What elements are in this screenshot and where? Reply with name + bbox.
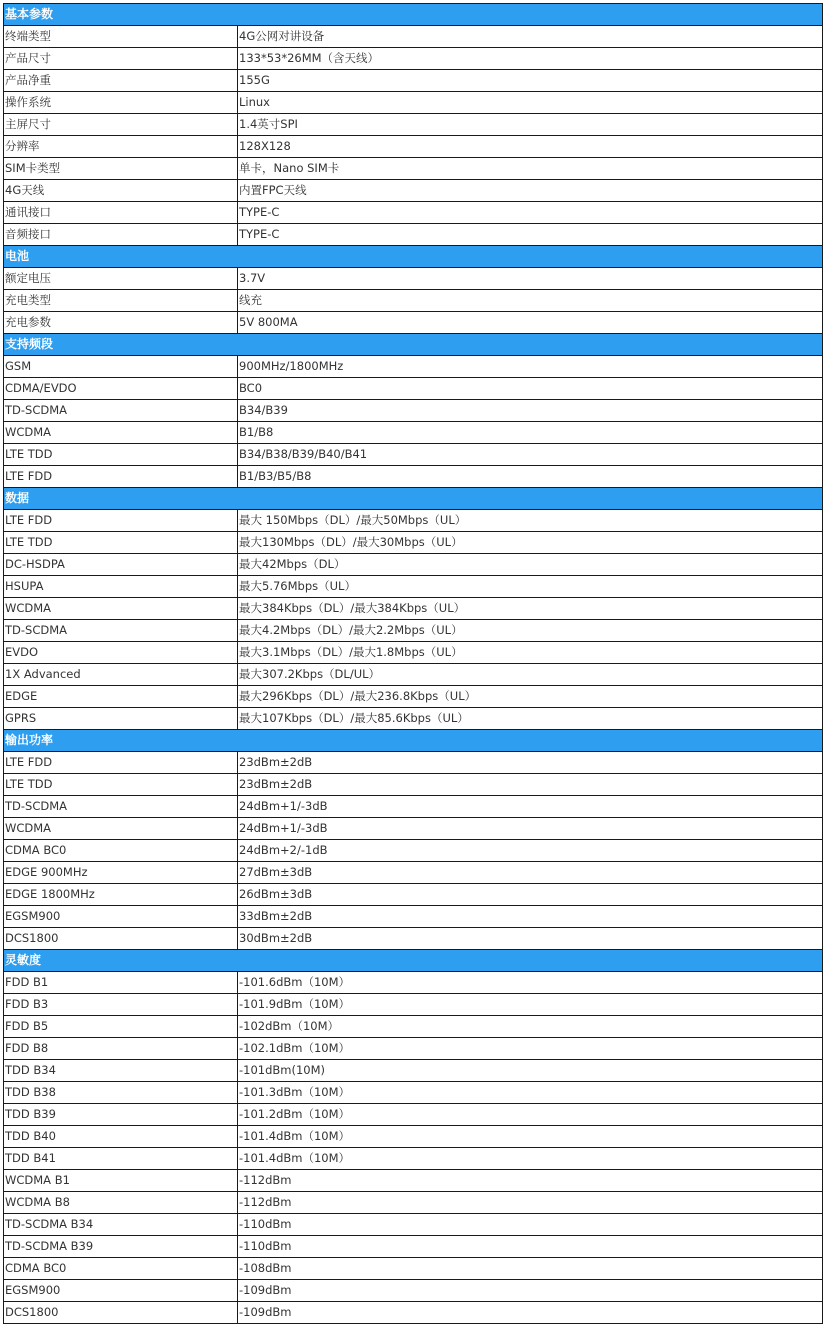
spec-value: 最大130Mbps（DL）/最大30Mbps（UL） (238, 532, 823, 554)
spec-value: -101.4dBm（10M） (238, 1148, 823, 1170)
spec-row (4, 1060, 823, 1082)
spec-label: TDD B41 (4, 1148, 238, 1170)
spec-value: 最大3.1Mbps（DL）/最大1.8Mbps（UL） (238, 642, 823, 664)
spec-label: LTE FDD (4, 752, 238, 774)
spec-label: TD-SCDMA (4, 620, 238, 642)
spec-value: 27dBm±3dB (238, 862, 823, 884)
spec-label: 音频接口 (4, 224, 238, 246)
spec-label: 产品净重 (4, 70, 238, 92)
spec-label: DC-HSDPA (4, 554, 238, 576)
spec-row (4, 400, 823, 422)
spec-row (4, 1170, 823, 1192)
spec-label: TD-SCDMA (4, 796, 238, 818)
spec-label: EDGE 1800MHz (4, 884, 238, 906)
spec-value: 900MHz/1800MHz (238, 356, 823, 378)
spec-row (4, 92, 823, 114)
spec-row (4, 378, 823, 400)
section-title: 电池 (4, 246, 823, 268)
spec-value: B34/B39 (238, 400, 823, 422)
spec-value: -101.4dBm（10M） (238, 1126, 823, 1148)
spec-label: 产品尺寸 (4, 48, 238, 70)
spec-row (4, 818, 823, 840)
spec-row (4, 994, 823, 1016)
spec-label: FDD B5 (4, 1016, 238, 1038)
spec-value: B1/B3/B5/B8 (238, 466, 823, 488)
spec-row (4, 1192, 823, 1214)
spec-value: 线充 (238, 290, 823, 312)
spec-row (4, 180, 823, 202)
spec-label: LTE TDD (4, 532, 238, 554)
spec-value: 5V 800MA (238, 312, 823, 334)
spec-row (4, 752, 823, 774)
spec-label: CDMA BC0 (4, 1258, 238, 1280)
spec-row (4, 1104, 823, 1126)
spec-row (4, 26, 823, 48)
spec-row (4, 1016, 823, 1038)
spec-row (4, 862, 823, 884)
spec-label: CDMA/EVDO (4, 378, 238, 400)
spec-label: TDD B39 (4, 1104, 238, 1126)
section-header-row (4, 950, 823, 972)
spec-row (4, 1302, 823, 1324)
spec-row (4, 906, 823, 928)
spec-value: -102.1dBm（10M） (238, 1038, 823, 1060)
spec-value: 23dBm±2dB (238, 774, 823, 796)
spec-row (4, 510, 823, 532)
spec-row (4, 422, 823, 444)
spec-label: WCDMA (4, 818, 238, 840)
spec-label: EDGE 900MHz (4, 862, 238, 884)
spec-label: 通讯接口 (4, 202, 238, 224)
spec-row (4, 224, 823, 246)
section-title: 基本参数 (4, 4, 823, 26)
spec-value: 单卡，Nano SIM卡 (238, 158, 823, 180)
spec-value: 26dBm±3dB (238, 884, 823, 906)
spec-row (4, 1126, 823, 1148)
spec-label: TDD B34 (4, 1060, 238, 1082)
spec-value: 133*53*26MM（含天线） (238, 48, 823, 70)
spec-value: -108dBm (238, 1258, 823, 1280)
spec-label: WCDMA B8 (4, 1192, 238, 1214)
spec-label: SIM卡类型 (4, 158, 238, 180)
spec-value: 最大5.76Mbps（UL） (238, 576, 823, 598)
spec-row (4, 774, 823, 796)
spec-row (4, 1082, 823, 1104)
spec-row (4, 972, 823, 994)
spec-label: DCS1800 (4, 1302, 238, 1324)
spec-label: FDD B3 (4, 994, 238, 1016)
spec-value: TYPE-C (238, 224, 823, 246)
spec-value: -112dBm (238, 1170, 823, 1192)
spec-label: EGSM900 (4, 906, 238, 928)
spec-label: WCDMA B1 (4, 1170, 238, 1192)
spec-value: 最大4.2Mbps（DL）/最大2.2Mbps（UL） (238, 620, 823, 642)
section-title: 支持频段 (4, 334, 823, 356)
spec-value: 128X128 (238, 136, 823, 158)
spec-row (4, 1214, 823, 1236)
spec-row (4, 290, 823, 312)
spec-row (4, 356, 823, 378)
spec-label: 操作系统 (4, 92, 238, 114)
spec-label: FDD B1 (4, 972, 238, 994)
spec-row (4, 884, 823, 906)
spec-label: TDD B38 (4, 1082, 238, 1104)
spec-row (4, 576, 823, 598)
spec-label: EDGE (4, 686, 238, 708)
spec-row (4, 642, 823, 664)
spec-label: CDMA BC0 (4, 840, 238, 862)
spec-value: 23dBm±2dB (238, 752, 823, 774)
section-header-row (4, 246, 823, 268)
spec-label: DCS1800 (4, 928, 238, 950)
spec-value: Linux (238, 92, 823, 114)
spec-label: EGSM900 (4, 1280, 238, 1302)
spec-label: 主屏尺寸 (4, 114, 238, 136)
spec-value: B34/B38/B39/B40/B41 (238, 444, 823, 466)
spec-value: 内置FPC天线 (238, 180, 823, 202)
spec-value: 3.7V (238, 268, 823, 290)
spec-label: WCDMA (4, 422, 238, 444)
spec-value: -101.2dBm（10M） (238, 1104, 823, 1126)
spec-row (4, 114, 823, 136)
spec-label: LTE FDD (4, 510, 238, 532)
spec-label: 1X Advanced (4, 664, 238, 686)
section-title: 灵敏度 (4, 950, 823, 972)
spec-label: HSUPA (4, 576, 238, 598)
section-header-row (4, 334, 823, 356)
spec-row (4, 928, 823, 950)
spec-row (4, 136, 823, 158)
spec-value: -109dBm (238, 1280, 823, 1302)
spec-value: -101.9dBm（10M） (238, 994, 823, 1016)
spec-label: WCDMA (4, 598, 238, 620)
section-header-row (4, 488, 823, 510)
spec-label: 充电类型 (4, 290, 238, 312)
spec-value: 155G (238, 70, 823, 92)
spec-row (4, 620, 823, 642)
spec-row (4, 70, 823, 92)
spec-value: 最大307.2Kbps（DL/UL） (238, 664, 823, 686)
spec-value: 30dBm±2dB (238, 928, 823, 950)
spec-label: 终端类型 (4, 26, 238, 48)
spec-label: 额定电压 (4, 268, 238, 290)
spec-value: 24dBm+1/-3dB (238, 796, 823, 818)
spec-value: -110dBm (238, 1214, 823, 1236)
spec-value: -101dBm(10M) (238, 1060, 823, 1082)
spec-row (4, 202, 823, 224)
spec-row (4, 708, 823, 730)
spec-value: -110dBm (238, 1236, 823, 1258)
spec-table (3, 3, 823, 1324)
spec-sheet (3, 3, 822, 1324)
spec-value: -109dBm (238, 1302, 823, 1324)
spec-value: 最大 150Mbps（DL）/最大50Mbps（UL） (238, 510, 823, 532)
spec-label: GSM (4, 356, 238, 378)
spec-row (4, 268, 823, 290)
spec-value: 24dBm+2/-1dB (238, 840, 823, 862)
section-header-row (4, 4, 823, 26)
spec-label: LTE TDD (4, 444, 238, 466)
spec-label: TD-SCDMA B34 (4, 1214, 238, 1236)
spec-value: 1.4英寸SPI (238, 114, 823, 136)
spec-value: 最大296Kbps（DL）/最大236.8Kbps（UL） (238, 686, 823, 708)
spec-value: -112dBm (238, 1192, 823, 1214)
spec-value: TYPE-C (238, 202, 823, 224)
spec-value: B1/B8 (238, 422, 823, 444)
spec-label: FDD B8 (4, 1038, 238, 1060)
spec-value: -101.6dBm（10M） (238, 972, 823, 994)
spec-label: LTE TDD (4, 774, 238, 796)
spec-value: 最大384Kbps（DL）/最大384Kbps（UL） (238, 598, 823, 620)
spec-value: 4G公网对讲设备 (238, 26, 823, 48)
spec-row (4, 444, 823, 466)
spec-row (4, 1280, 823, 1302)
spec-row (4, 840, 823, 862)
spec-label: EVDO (4, 642, 238, 664)
spec-value: 最大42Mbps（DL） (238, 554, 823, 576)
spec-label: TD-SCDMA (4, 400, 238, 422)
spec-value: 33dBm±2dB (238, 906, 823, 928)
spec-value: 24dBm+1/-3dB (238, 818, 823, 840)
spec-value: BC0 (238, 378, 823, 400)
spec-label: TDD B40 (4, 1126, 238, 1148)
spec-row (4, 48, 823, 70)
spec-row (4, 466, 823, 488)
spec-row (4, 796, 823, 818)
spec-label: 分辨率 (4, 136, 238, 158)
spec-table-body (4, 4, 823, 1324)
spec-row (4, 1236, 823, 1258)
spec-label: LTE FDD (4, 466, 238, 488)
spec-row (4, 1148, 823, 1170)
spec-row (4, 1258, 823, 1280)
spec-label: 4G天线 (4, 180, 238, 202)
spec-row (4, 598, 823, 620)
spec-row (4, 312, 823, 334)
spec-row (4, 532, 823, 554)
spec-label: GPRS (4, 708, 238, 730)
section-header-row (4, 730, 823, 752)
spec-value: -102dBm（10M） (238, 1016, 823, 1038)
spec-row (4, 664, 823, 686)
spec-row (4, 554, 823, 576)
spec-value: 最大107Kbps（DL）/最大85.6Kbps（UL） (238, 708, 823, 730)
spec-value: -101.3dBm（10M） (238, 1082, 823, 1104)
section-title: 数据 (4, 488, 823, 510)
spec-row (4, 158, 823, 180)
spec-label: 充电参数 (4, 312, 238, 334)
section-title: 输出功率 (4, 730, 823, 752)
spec-row (4, 1038, 823, 1060)
spec-row (4, 686, 823, 708)
spec-label: TD-SCDMA B39 (4, 1236, 238, 1258)
